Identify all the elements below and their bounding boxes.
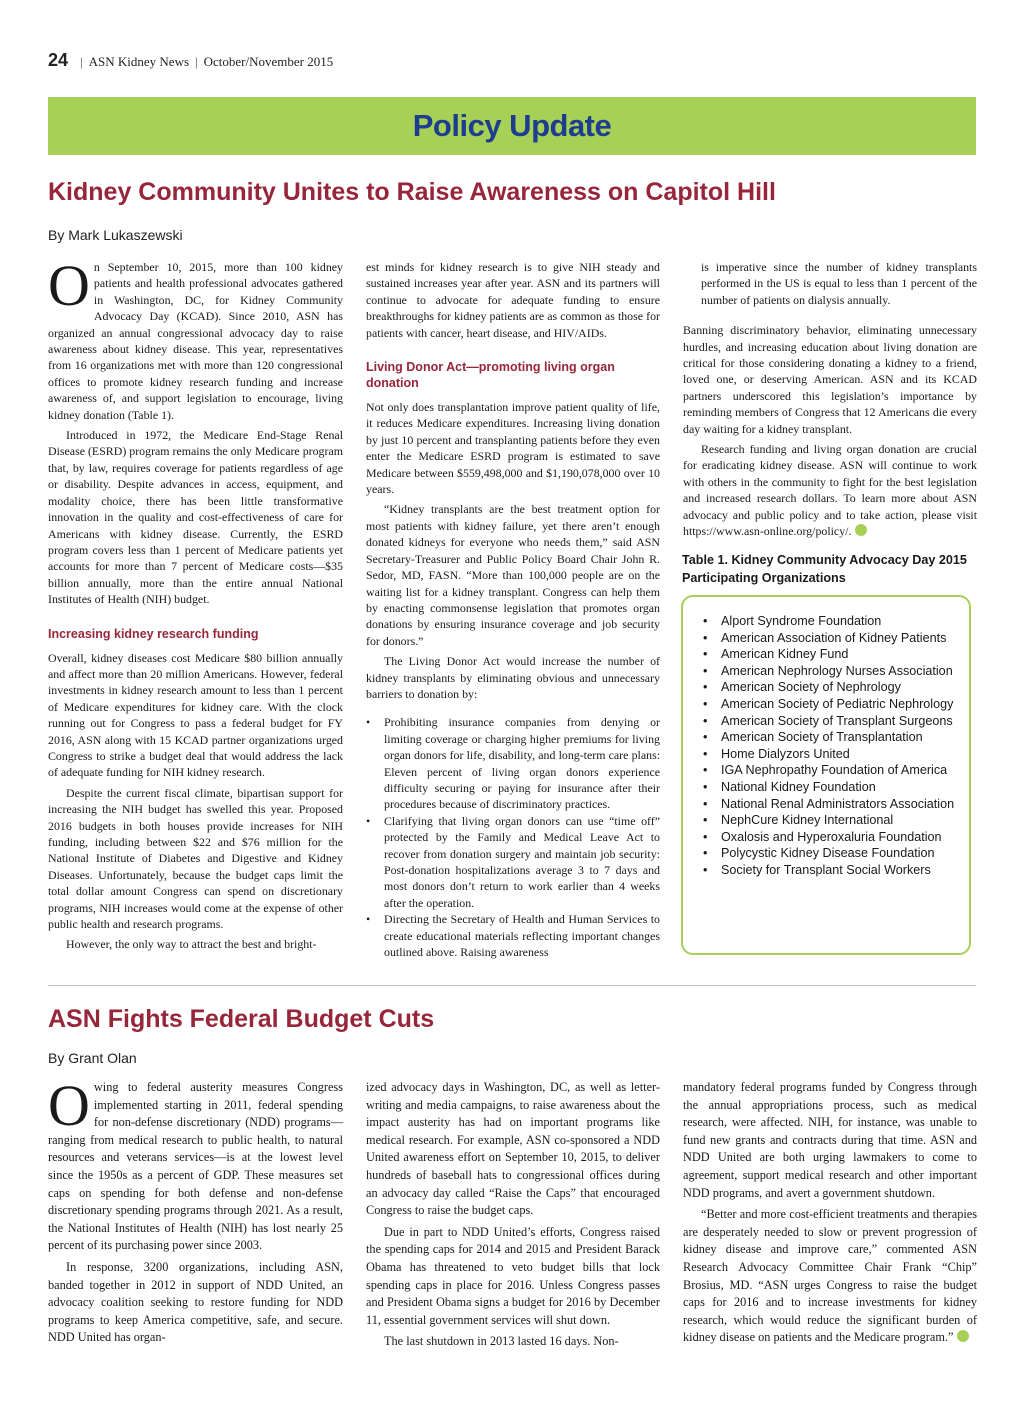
list-item: • Home Dialyzors United [697, 746, 959, 763]
paragraph: In response, 3200 organizations, including ASN, banded together in 2012 in support of NDD United, an advocacy coalition seeking to restore funding for NDD programs to keep America competitive, safe, and secure. NDD United has organ- [48, 1259, 343, 1345]
section-title: Policy Update [412, 108, 612, 143]
publication-name: ASN Kidney News [88, 54, 190, 69]
paragraph: Not only does transplantation improve patient quality of life, it reduces Medicare expenditures. Increasing living donation by just 10 percent and transplanting patients before they even enter the Medicare ESRD program is estimated to save Medicare between $559,498,000 and $1,190,078,000 over 10 years. [366, 400, 660, 497]
article2-column-3 [683, 1079, 977, 1351]
separator: | [195, 54, 198, 69]
article2-column-1 [48, 1073, 343, 1351]
organizations-list [697, 613, 959, 879]
section-banner [48, 97, 976, 155]
article-byline: By Mark Lukaszewski [48, 227, 183, 243]
paragraph: However, the only way to attract the best and bright- [66, 937, 317, 952]
list-item: • American Society of Pediatric Nephrology [697, 696, 959, 713]
end-mark-icon [957, 1330, 969, 1342]
article1-column-3 [683, 259, 977, 544]
paragraph: The last shutdown in 2013 lasted 16 days. Non- [384, 1334, 619, 1349]
paragraph [683, 441, 977, 539]
list-item: • Clarifying that living organ donors can use “time off” protected by the Family and Medical Leave Act to recover from donation surgery and maintain job security: Post-donation hospitalizations average 3 to 7 days and most donors don’t return to work earlier than 4 weeks after the operation. [366, 813, 660, 911]
paragraph: n September 10, 2015, more than 100 kidney patients and health professional advocates gathered in Washington, DC, for Kidney Community Advocacy Day (KCAD). Since 2010, ASN has organized an annual congressional advocacy day to raise awareness about kidney disease. This year, representatives from 16 organizations met with more than 120 congressional offices to promote kidney research funding and increase awareness of, and support legislation to encourage, living kidney donation (Table 1). [48, 260, 343, 422]
paragraph: Banning discriminatory behavior, eliminating unnecessary hurdles, and increasing education about living donation are critical for those considering donating a kidney to a friend, loved one, or deserving American. ASN and its KCAD partners underscored this legislation’s importance by reminding members of Congress that 12 Americans die every day waiting for a kidney transplant. [683, 323, 977, 436]
paragraph: ized advocacy days in Washington, DC, as well as letter-writing and media campaigns, to raise awareness about the impact austerity has had on important programs like medical research. For example, ASN co-sponsored a NDD United awareness effort on September 10, 2015, to deliver hundreds of baseball hats to congressional offices during an advocacy day called “Raise the Caps” that encouraged Congress to raise the budget caps. [366, 1080, 660, 1218]
subhead: Increasing kidney research funding [48, 626, 259, 641]
paragraph: wing to federal austerity measures Congress implemented starting in 2011, federal spending for non-defense discretionary (NDD) programs—ranging from medical research to public health, to natural resources and veterans services—is at the lowest level since the 1950s as a percent of GDP. These measures set caps on spending for both defense and non-defense discretionary spending programs through 2021. As a result, the National Institutes of Health (NIH) has lost nearly 25 percent of its purchasing power since 2003. [48, 1080, 343, 1253]
list-item: • American Society of Transplant Surgeons [697, 713, 959, 730]
table-caption: Table 1. Kidney Community Advocacy Day 2015 Participating Organizations [682, 553, 967, 585]
paragraph: mandatory federal programs funded by Congress through the annual appropriations process, such as medical research, were affected. NIH, for instance, was unable to fund new grants and contracts during that time. ASN and NDD United are both urging lawmakers to come to agreement, support medical research and other important NDD programs, and avert a government shutdown. [683, 1080, 977, 1200]
list-item: • Polycystic Kidney Disease Foundation [697, 845, 959, 862]
list-item: • American Society of Nephrology [697, 679, 959, 696]
list-item: • Directing the Secretary of Health and Human Services to create educational materials reflecting important changes outlined above. Raising awareness [366, 911, 660, 960]
organizations-box [681, 595, 971, 955]
paragraph [683, 1206, 977, 1347]
list-item: • NephCure Kidney International [697, 812, 959, 829]
list-item: • American Society of Transplantation [697, 729, 959, 746]
article1-column-1 [48, 253, 343, 957]
article-byline: By Grant Olan [48, 1050, 137, 1066]
paragraph-text: Research funding and living organ donation are crucial for eradicating kidney disease. ASN will continue to work with others in the community to fight for the best legislation and increased research dollars. To learn more about ASN advocacy and public policy and to take action, please visit https://www.asn-online.org/policy/. [683, 442, 977, 539]
list-item: • Society for Transplant Social Workers [697, 862, 959, 879]
paragraph: Introduced in 1972, the Medicare End-Stage Renal Disease (ESRD) program remains the only Medicare program that, by law, requires coverage for patients regardless of age or disability. Despite advances in access, equipment, and modality choice, there has been little transformative innovation in the quality and cost-effectiveness of care for Americans with kidney disease. Currently, the ESRD program covers less than 1 percent of Medicare patients yet accounts for more than 7 percent of Medicare costs—$35 billion annually, more than the entire annual National Institutes of Health (NIH) budget. [48, 428, 343, 607]
bullet-list [366, 714, 660, 960]
list-item: • American Association of Kidney Patients [697, 630, 959, 647]
paragraph: Despite the current fiscal climate, bipartisan support for increasing the NIH budget has swelled this year. Proposed 2016 budgets in both houses provide increases for NIH funding, including between $22 and $76 million for the National Institute of Diabetes and Digestive and Kidney Diseases. Unfortunately, because the budget caps limit the total dollar amount Congress can spend on discretionary programs, NIH increases would come at the expense of other public health and research programs. [48, 785, 343, 932]
list-item: • National Renal Administrators Association [697, 796, 959, 813]
article-headline: ASN Fights Federal Budget Cuts [48, 1005, 435, 1033]
drop-cap: O [48, 253, 90, 318]
page-number: 24 [48, 50, 69, 70]
subhead: Living Donor Act—promoting living organ donation [366, 360, 615, 391]
separator: | [80, 54, 83, 69]
paragraph: is imperative since the number of kidney transplants performed in the US is equal to less than 1 percent of the number of patients on dialysis annually. [701, 260, 977, 307]
article-headline: Kidney Community Unites to Raise Awareness on Capitol Hill [48, 178, 776, 206]
paragraph: est minds for kidney research is to give NIH steady and sustained increases year after year. ASN and its partners will continue to advocate for adequate funding to ensure breakthroughs for kidney patients are as common as those for patients with cancer, heart disease, and HIV/AIDs. [366, 260, 660, 340]
end-mark-icon [855, 524, 867, 536]
list-item: • American Kidney Fund [697, 646, 959, 663]
paragraph: Overall, kidney diseases cost Medicare $80 billion annually and affect more than 20 million Americans. However, federal investments in kidney research amount to less than 1 percent of Medicare expenditures for kidney care. With the clock running out for Congress to pass a federal budget for FY 2016, ASN along with 15 KCAD partner organizations urged Congress to strike a budget deal that would address the lack of adequate funding for NIH kidney research. [48, 650, 343, 780]
paragraph-text: “Better and more cost-efficient treatments and therapies are desperately needed to slow or prevent progression of kidney disease and improve care,” commented ASN Research Advocacy Committee Chair Frank “Chip” Brosius, MD. “ASN urges Congress to raise the budget caps for 2016 and to increase investments for kidney research, which would reduce the significant burden of kidney disease on patients and the Medicare program.” [683, 1207, 977, 1345]
article2-column-2 [366, 1079, 660, 1355]
list-item: • IGA Nephropathy Foundation of America [697, 762, 959, 779]
drop-cap: O [48, 1073, 90, 1138]
paragraph: “Kidney transplants are the best treatment option for most patients with kidney failure, yet there aren’t enough donated kidneys for everyone who needs them,” said ASN Secretary-Treasurer and Public Policy Board Chair John R. Sedor, MD, FASN. “More than 100,000 people are on the waiting list for a kidney transplant. Congress can help them by enacting commonsense legislation that promotes organ donations by ensuring insurance coverage and job security for donors.” [366, 502, 660, 648]
list-item: • Prohibiting insurance companies from denying or limiting coverage or charging higher premiums for living organ donors for life, disability, and long-term care plans: Eleven percent of living organ donors experience difficulty securing or paying for insurance after their procedures because of discriminatory practices. [366, 714, 660, 812]
list-item: • American Nephrology Nurses Association [697, 663, 959, 680]
list-item: • National Kidney Foundation [697, 779, 959, 796]
paragraph: The Living Donor Act would increase the number of kidney transplants by eliminating obvious and unnecessary barriers to donation by: [366, 654, 660, 701]
paragraph: Due in part to NDD United’s efforts, Congress raised the spending caps for 2014 and 2015 and President Barack Obama has threatened to veto budget bills that lock spending caps in place for 2016. Unless Congress passes and President Obama signs a budget for 2016 by December 11, essential government services will shut down. [366, 1224, 660, 1327]
list-item: • Oxalosis and Hyperoxaluria Foundation [697, 829, 959, 846]
article-divider [48, 985, 976, 986]
running-head [48, 50, 333, 72]
article1-column-2 [366, 259, 660, 960]
issue-date: October/November 2015 [203, 54, 334, 69]
list-item: • Alport Syndrome Foundation [697, 613, 959, 630]
